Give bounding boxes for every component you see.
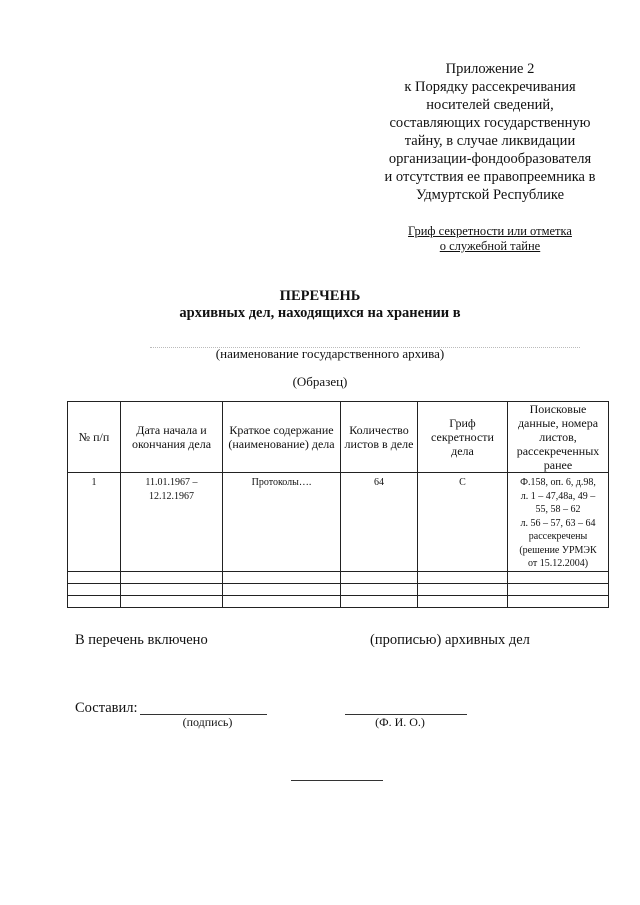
header-cell-number: № п/п — [68, 402, 121, 473]
document-title — [120, 288, 520, 322]
header-cell-dates: Дата начала и окончания дела — [121, 402, 223, 473]
register-table — [67, 401, 609, 608]
search-line: л. 1 – 47,48а, 49 – — [520, 490, 596, 502]
table-row-empty — [68, 595, 609, 607]
search-line: от 15.12.2004) — [527, 558, 589, 569]
search-line: (решение УРМЭК — [519, 544, 597, 556]
cell-dates — [121, 473, 223, 572]
appendix-line: носителей сведений, — [426, 97, 554, 113]
header-cell-grif: Гриф секретности дела — [418, 402, 508, 473]
table-row — [68, 473, 609, 572]
grif-line-2: о служебной тайне — [439, 239, 541, 253]
header-cell-content: Краткое содержание (наименование) дела — [223, 402, 341, 473]
compiled-label: Составил: — [75, 700, 138, 716]
search-line: рассекречены — [528, 531, 588, 542]
cell-grif: С — [418, 473, 508, 572]
cell-sheets: 64 — [341, 473, 418, 572]
appendix-line: Удмуртской Республике — [415, 187, 565, 203]
propis-label: (прописью) архивных дел — [370, 632, 530, 648]
cell-content: Протоколы…. — [223, 473, 341, 572]
search-line: Ф.158, оп. 6, д.98, — [520, 477, 596, 488]
secrecy-grif-note — [400, 224, 580, 254]
cell-number: 1 — [68, 473, 121, 572]
appendix-line: тайну, в случае ликвидации — [404, 133, 576, 149]
footer-separator-line — [291, 780, 383, 781]
fio-caption: (Ф. И. О.) — [375, 715, 425, 729]
header-cell-search: Поисковые данные, номера листов, рассекреченных ранее — [508, 402, 609, 473]
date-start: 11.01.1967 – — [145, 477, 198, 488]
archive-name-caption: (наименование государственного архива) — [215, 346, 445, 361]
title-main: ПЕРЕЧЕНЬ — [279, 288, 361, 304]
search-line: 55, 58 – 62 — [535, 504, 581, 515]
cell-search — [508, 473, 609, 572]
table-row-empty — [68, 583, 609, 595]
date-end: 12.12.1967 — [149, 490, 194, 502]
table-header-row — [68, 402, 609, 473]
appendix-line: и отсутствия ее правопреемника в — [384, 169, 596, 185]
signature-caption: (подпись) — [182, 715, 233, 729]
title-subtitle: архивных дел, находящихся на хранении в — [179, 305, 461, 321]
appendix-line: организации-фондообразователя — [388, 151, 592, 167]
appendix-line: составляющих государственную — [389, 115, 591, 131]
appendix-line: Приложение 2 — [445, 61, 535, 77]
search-line: л. 56 – 57, 63 – 64 — [520, 517, 596, 529]
sample-label: (Образец) — [292, 374, 348, 389]
appendix-line: к Порядку рассекречивания — [404, 79, 576, 95]
appendix-header — [360, 60, 620, 204]
grif-line-1: Гриф секретности или отметка — [408, 224, 572, 238]
header-cell-sheets: Количество листов в деле — [341, 402, 418, 473]
table-row-empty — [68, 571, 609, 583]
included-label: В перечень включено — [75, 632, 208, 648]
